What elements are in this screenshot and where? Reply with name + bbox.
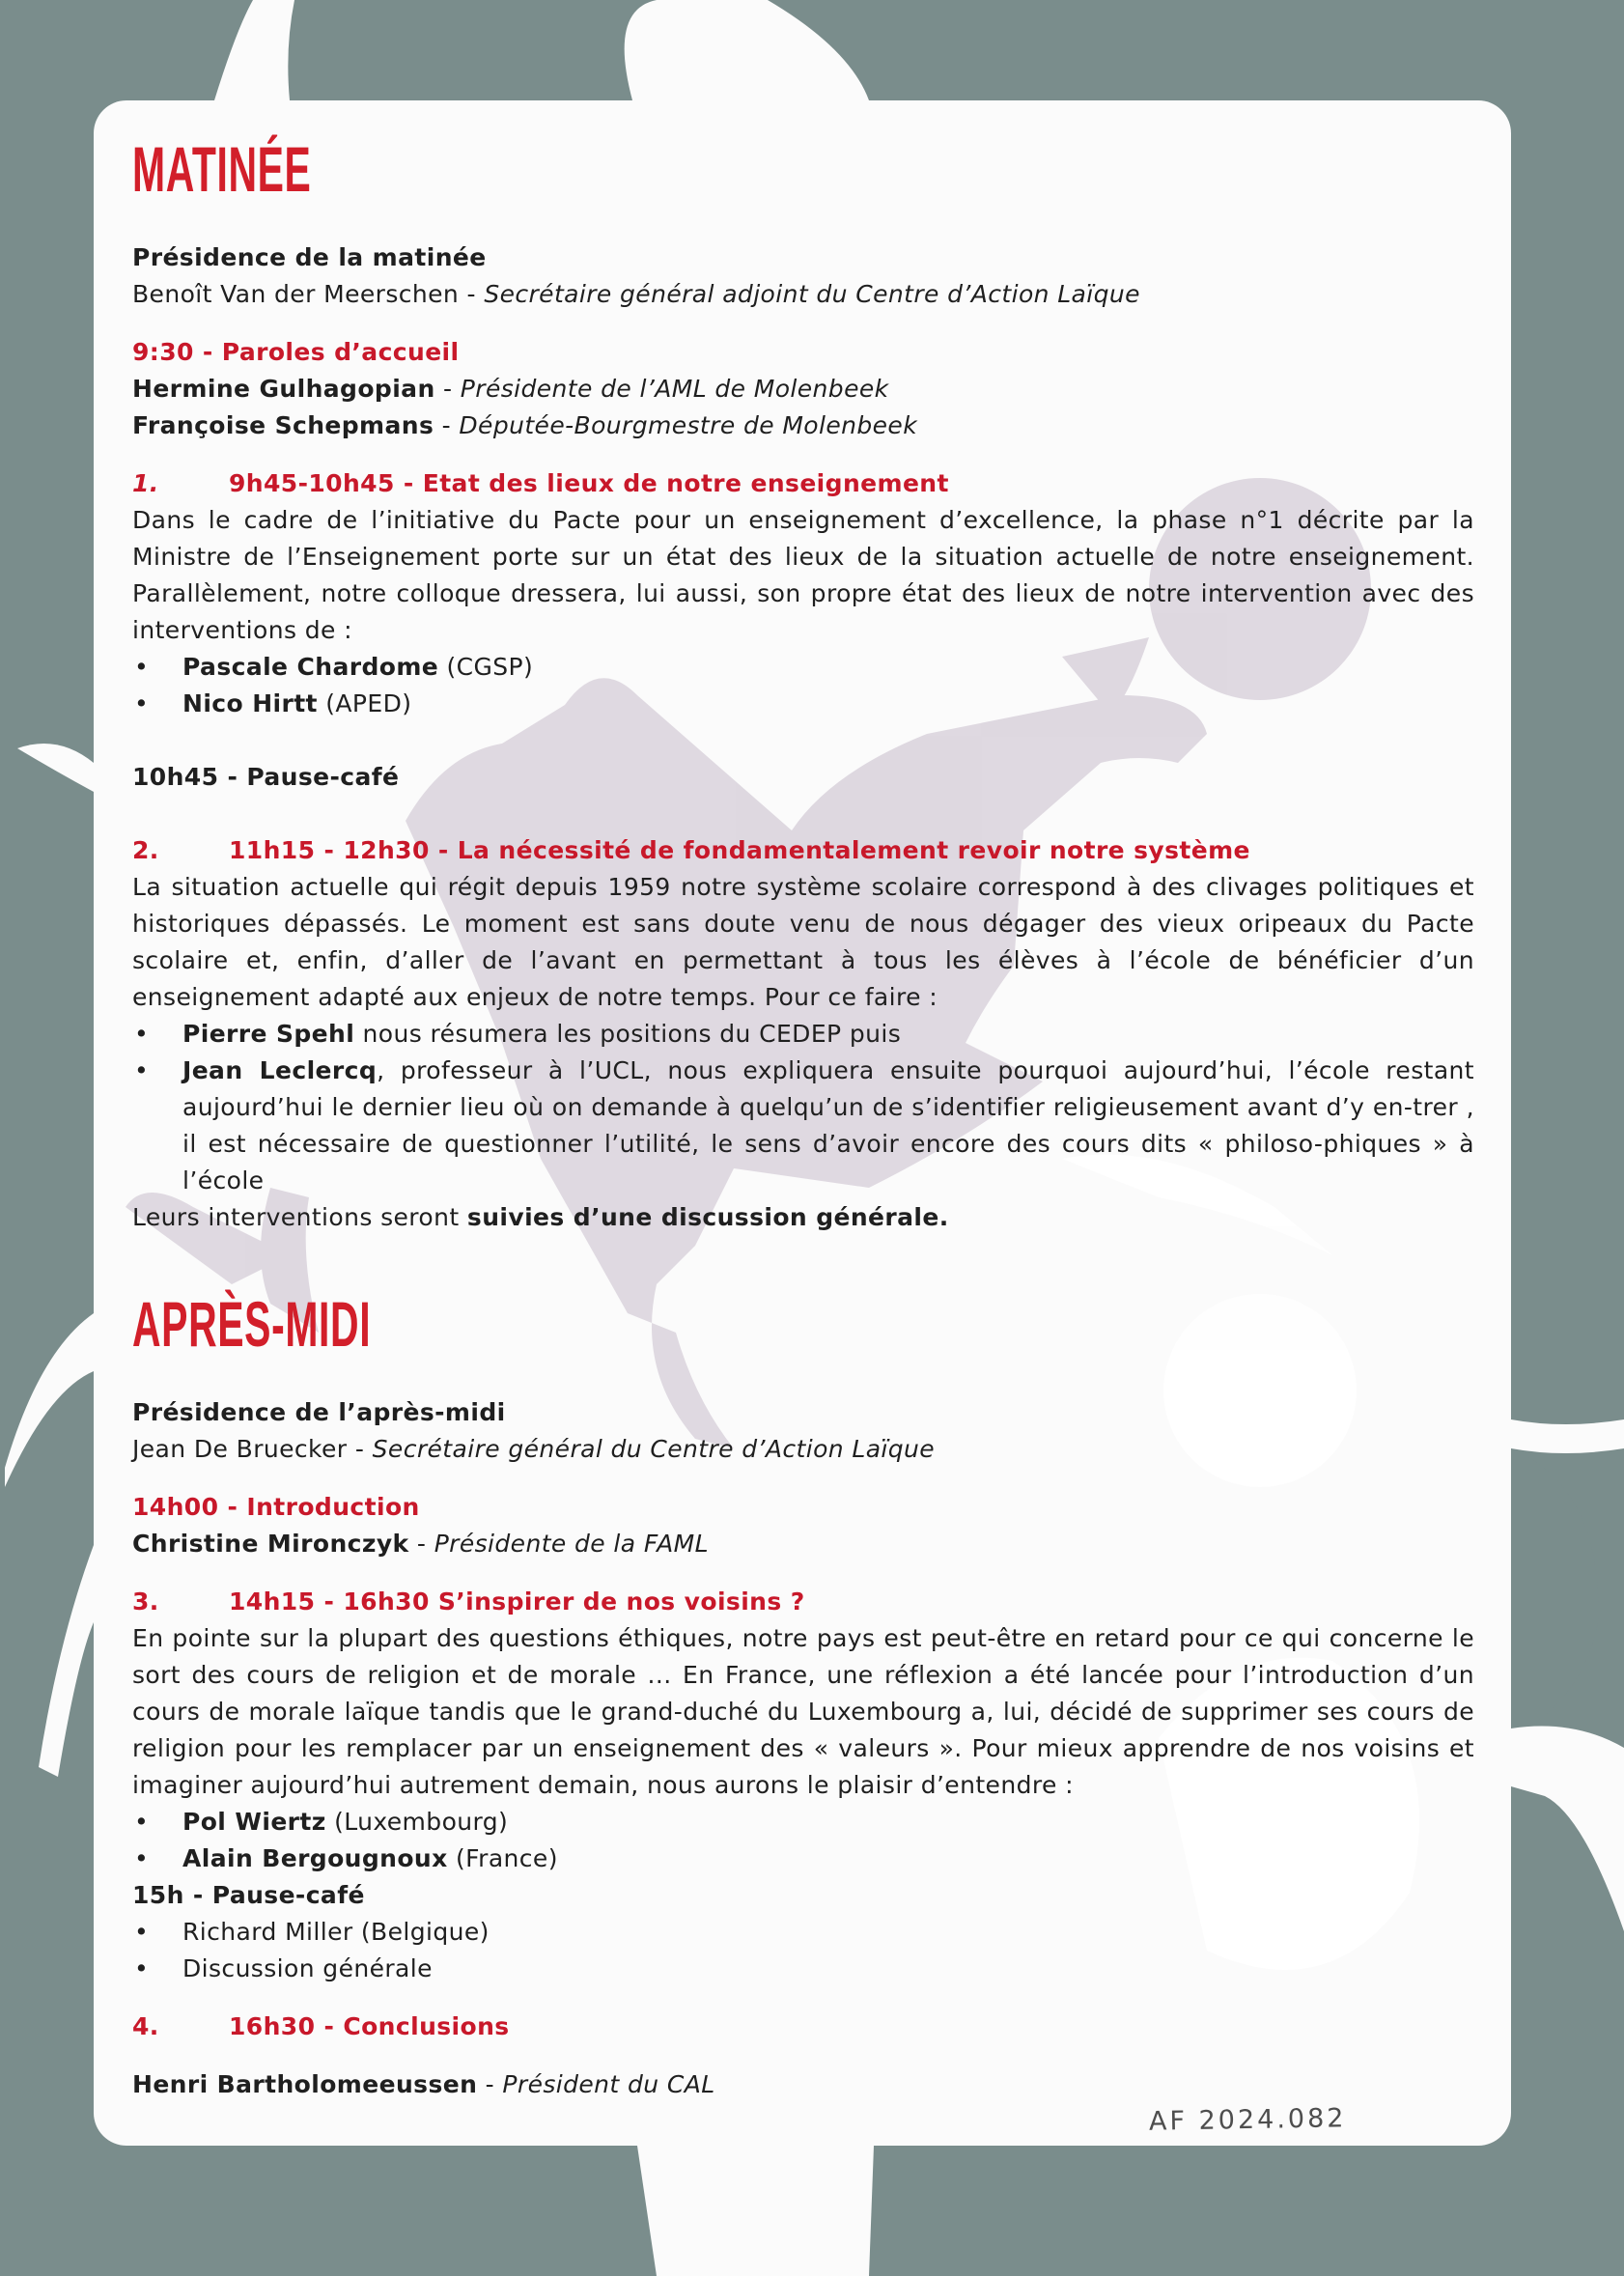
archive-mark: AF 2024.082 [1148, 2103, 1347, 2137]
session3-number: 3. [132, 1588, 159, 1616]
speaker-name: Hermine Gulhagopian [132, 375, 435, 403]
apres-midi-title: APRÈS-MIDI [132, 1288, 372, 1360]
speaker-name: Christine Mironczyk [132, 1530, 409, 1558]
matinee-president-role: Secrétaire général adjoint du Centre d’Action Laïque [484, 280, 1140, 308]
apres-midi-presidence-label: Présidence de l’après-midi [132, 1398, 506, 1426]
list-item [132, 1053, 1474, 1199]
speaker-name: Pierre Spehl [182, 1020, 355, 1048]
speaker-name: Alain Bergougnoux [182, 1844, 448, 1872]
speaker-text: , professeur à l’UCL, nous expliquera ensuite pourquoi aujourd’hui, l’école restant aujourd’hui le dernier lieu où on demande à quelqu’un de s’identifier religieusement avant d’y en-trer , il est nécessaire de questionner l’utilité, le sens d’avoir encore des cours dits « philoso-phiques » à l’école [182, 1056, 1474, 1194]
speaker-org: (France) [456, 1844, 558, 1872]
session1-number: 1. [132, 469, 159, 497]
speaker-text: nous résumera les positions du CEDEP puis [354, 1020, 902, 1048]
session3-heading [132, 1584, 1474, 1620]
apres-midi-president-role: Secrétaire général du Centre d’Action Laïque [372, 1435, 936, 1463]
list-item [132, 1016, 1474, 1053]
session2-heading [132, 832, 1474, 869]
speaker-name: Nico Hirtt [182, 689, 318, 717]
after-break-items [132, 1914, 1474, 1987]
matinee-president: Benoît Van der Meerschen - Secrétaire général adjoint du Centre d’Action Laïque [132, 280, 1140, 308]
session2-number: 2. [132, 836, 159, 864]
matinee-title: MATINÉE [132, 133, 312, 205]
closing-text: Leurs interventions seront [132, 1203, 467, 1231]
speaker-role: Députée-Bourgmestre de Molenbeek [459, 411, 918, 439]
speaker-name: Henri Bartholomeeussen [132, 2070, 478, 2098]
welcome-speaker: Hermine Gulhagopian - Présidente de l’AML de Molenbeek [132, 375, 889, 403]
session1-speakers [132, 649, 1474, 722]
session3-speakers [132, 1804, 1474, 1877]
speaker-name: Pascale Chardome [182, 653, 439, 681]
session4-number: 4. [132, 2012, 159, 2040]
session3-text: En pointe sur la plupart des questions éthiques, notre pays est peut-être en retard pour ce qui concerne le sort des cours de religion et de morale ... En France, une réflexion a été lancée pour l’introduction d’un cours de morale laïque tandis que le grand-duché du Luxembourg a, lui, décidé de supprimer ses cours de religion pour les remplacer par un enseignement des « valeurs ». Pour mieux apprendre de nos voisins et imaginer aujourd’hui autrement demain, nous aurons le plaisir d’entendre : [132, 1624, 1474, 1799]
speaker-name: Françoise Schepmans [132, 411, 434, 439]
session1-heading [132, 465, 1474, 502]
speaker-role: Présidente de l’AML de Molenbeek [460, 375, 889, 403]
apres-midi-president: Jean De Bruecker - Secrétaire général du Centre d’Action Laïque [132, 1435, 936, 1463]
session2-text: La situation actuelle qui régit depuis 1959 notre système scolaire correspond à des clivages politiques et historiques dépassés. Le moment est sans doute venu de nous dégager des vieux oripeaux du Pacte scolaire et, enfin, d’aller de l’avant en permettant à tous les élèves à l’école de bénéficier d’un enseignement adapté aux enjeux de notre temps. Pour ce faire : [132, 873, 1474, 1011]
closing-bold: suivies d’une discussion générale. [466, 1203, 949, 1231]
session4-heading [132, 2009, 1474, 2045]
session2-title: 11h15 - 12h30 - La nécessité de fondamentalement revoir notre système [229, 836, 1250, 864]
session2-speakers [132, 1016, 1474, 1199]
list-item [132, 686, 1474, 722]
session4-speaker: Henri Bartholomeeussen - Président du CAL [132, 2070, 715, 2098]
speaker-name: Jean Leclercq [182, 1056, 378, 1084]
list-item [132, 1804, 1474, 1840]
speaker-org: (CGSP) [446, 653, 534, 681]
list-item: • Richard Miller (Belgique) [132, 1914, 1474, 1951]
speaker-org: (APED) [325, 689, 412, 717]
speaker-role: Présidente de la FAML [434, 1530, 709, 1558]
session3-title: 14h15 - 16h30 S’inspirer de nos voisins ? [229, 1588, 805, 1616]
session1-title: 9h45-10h45 - Etat des lieux de notre enseignement [229, 469, 949, 497]
matinee-presidence-label: Présidence de la matinée [132, 243, 487, 271]
session4-title: 16h30 - Conclusions [229, 2012, 510, 2040]
list-item: • Discussion générale [132, 1951, 1474, 1987]
intro-speaker: Christine Mironczyk - Présidente de la FAML [132, 1530, 709, 1558]
apres-midi-president-name: Jean De Bruecker [132, 1435, 348, 1463]
matinee-president-name: Benoît Van der Meerschen [132, 280, 460, 308]
afternoon-break: 15h - Pause-café [132, 1881, 365, 1909]
intro-heading: 14h00 - Introduction [132, 1493, 420, 1521]
list-item [132, 1840, 1474, 1877]
list-item [132, 649, 1474, 686]
welcome-speaker: Françoise Schepmans - Députée-Bourgmestre de Molenbeek [132, 411, 918, 439]
welcome-heading: 9:30 - Paroles d’accueil [132, 338, 460, 366]
program-content [132, 135, 1474, 2103]
speaker-name: Pol Wiertz [182, 1808, 326, 1836]
session1-text: Dans le cadre de l’initiative du Pacte pour un enseignement d’excellence, la phase n°1 décrite par la Ministre de l’Enseignement porte sur un état des lieux de la situation actuelle de notre enseignement. Parallèlement, notre colloque dressera, lui aussi, son propre état des lieux de notre intervention avec des interventions de : [132, 506, 1474, 644]
session2-closing [132, 1199, 1474, 1236]
speaker-role: Président du CAL [502, 2070, 715, 2098]
morning-break: 10h45 - Pause-café [132, 763, 400, 791]
speaker-org: (Luxembourg) [334, 1808, 509, 1836]
